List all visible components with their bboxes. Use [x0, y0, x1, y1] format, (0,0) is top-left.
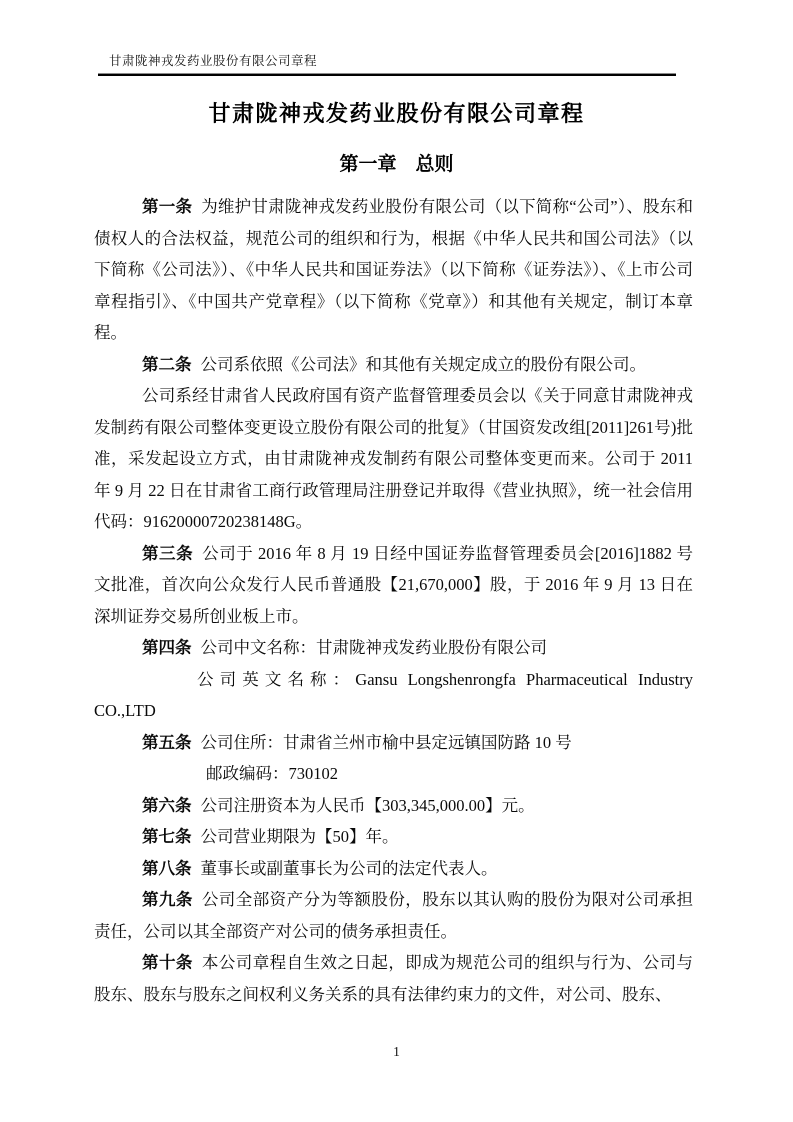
- paragraph: [94, 380, 693, 538]
- article-number: 第八条: [142, 858, 192, 878]
- paragraph: [94, 349, 693, 381]
- chapter-heading: [0, 152, 793, 177]
- paragraph-text: 公司英文名称：Gansu Longshenrongfa Pharmaceutical Industry: [197, 669, 693, 689]
- article-number: 第六条: [142, 795, 192, 815]
- paragraph-text: CO.,LTD: [94, 701, 156, 720]
- page-footer: [0, 1044, 793, 1060]
- paragraph-text: 公司系经甘肃省人民政府国有资产监督管理委员会以《关于同意甘肃陇神戎发制药有限公司整体变更设立股份有限公司的批复》（甘国资发改组[2011]261号)批准，采发起设立方式，由甘肃陇神戎发制药有限公司整体变更而来。公司于 2011 年 9 月 22 日在甘肃省工商行政管理局注册登记并取得《营业执照》，统一社会信用代码：91620000720238148G。: [94, 386, 693, 531]
- paragraph: [94, 695, 693, 727]
- paragraph: [94, 664, 693, 696]
- paragraph: [94, 632, 693, 664]
- paragraph: [94, 821, 693, 853]
- page-number: 1: [393, 1044, 400, 1059]
- page-header: [0, 0, 793, 76]
- paragraph: [94, 758, 693, 790]
- paragraph: [94, 727, 693, 759]
- article-number: 第二条: [142, 354, 192, 374]
- article-number: 第十条: [142, 953, 193, 972]
- paragraph: [94, 853, 693, 885]
- paragraph-text: 公司住所：甘肃省兰州市榆中县定远镇国防路 10 号: [200, 732, 572, 752]
- article-number: 第四条: [142, 638, 192, 657]
- paragraph: [94, 538, 693, 633]
- paragraph: [94, 947, 693, 1010]
- article-number: 第五条: [142, 732, 192, 752]
- paragraph-text: 公司营业期限为【50】年。: [200, 827, 399, 846]
- document-title: 甘肃陇神戎发药业股份有限公司章程: [208, 101, 585, 126]
- article-number: 第三条: [142, 543, 194, 563]
- paragraph-text: 本公司章程自生效之日起，即成为规范公司的组织与行为、公司与股东、股东与股东之间权利义务关系的具有法律约束力的文件，对公司、股东、: [94, 953, 694, 1004]
- document-body: [94, 191, 693, 1010]
- paragraph-text: 公司全部资产分为等额股份，股东以其认购的股份为限对公司承担责任，公司以其全部资产对公司的债务承担责任。: [94, 890, 694, 941]
- paragraph-text: 公司于 2016 年 8 月 19 日经中国证券监督管理委员会[2016]1882 号文批准，首次向公众发行人民币普通股【21,670,000】股，于 2016 年 9 月 13 日在深圳证券交易所创业板上市。: [94, 543, 693, 626]
- paragraph-text: 公司中文名称：甘肃陇神戎发药业股份有限公司: [200, 638, 547, 657]
- article-number: 第一条: [142, 197, 193, 216]
- paragraph-text: 董事长或副董事长为公司的法定代表人。: [200, 858, 498, 878]
- article-number: 第九条: [142, 890, 193, 909]
- paragraph: [94, 191, 693, 349]
- article-number: 第七条: [142, 827, 192, 846]
- chapter-number: 第一章: [339, 154, 397, 175]
- paragraph-text: 邮政编码：730102: [206, 764, 338, 783]
- chapter-title: 总则: [415, 154, 454, 175]
- header-running-title: 甘肃陇神戎发药业股份有限公司章程: [109, 54, 318, 68]
- header-rule: [98, 73, 676, 76]
- paragraph: [94, 884, 693, 947]
- paragraph-text: 为维护甘肃陇神戎发药业股份有限公司（以下简称“公司”）、股东和债权人的合法权益，规范公司的组织和行为，根据《中华人民共和国公司法》（以下简称《公司法》）、《中华人民共和国证券法》（以下简称《证券法》）、《上市公司章程指引》、《中国共产党章程》（以下简称《党章》）和其他有关规定，制订本章程。: [94, 197, 694, 342]
- paragraph: [94, 790, 693, 822]
- paragraph-text: 公司系依照《公司法》和其他有关规定成立的股份有限公司。: [200, 354, 646, 374]
- paragraph-text: 公司注册资本为人民币【303,345,000.00】元。: [200, 795, 535, 815]
